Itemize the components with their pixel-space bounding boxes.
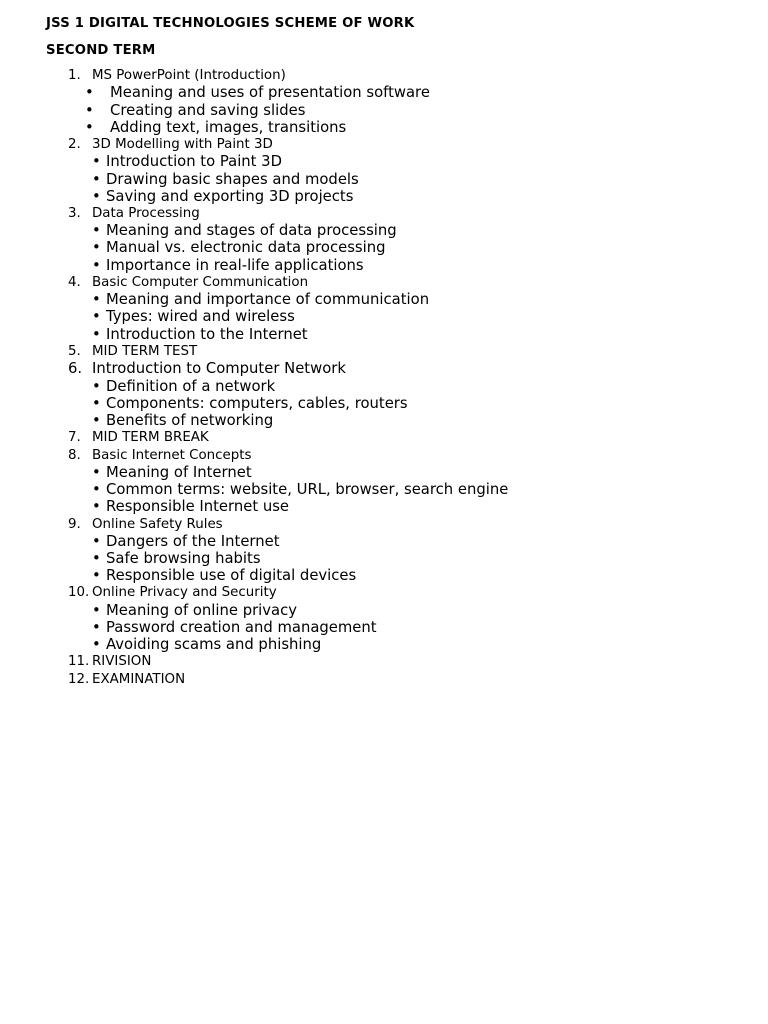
bullet-icon: • [92,222,101,240]
topic-number: 3. [68,205,81,221]
subtopic-text: Introduction to the Internet [106,325,308,343]
bullet-icon: • [92,619,101,637]
bullet-icon: • [92,153,101,171]
topic-label: EXAMINATION [92,671,186,687]
subtopic-text: Avoiding scams and phishing [106,636,322,654]
bullet-icon: • [92,377,101,395]
topic-number: 5. [68,343,81,359]
subtopic-text: Password creation and management [106,619,377,637]
topic-label: Basic Internet Concepts [92,447,252,463]
topic-number: 9. [68,516,81,532]
subtopic-text: Adding text, images, transitions [110,118,347,136]
subtopic-text: Responsible use of digital devices [106,567,357,585]
topic-number: 4. [68,274,81,290]
bullet-icon: • [92,256,101,274]
subtopic-text: Common terms: website, URL, browser, search engine [106,481,509,499]
bullet-icon: • [92,636,101,654]
subtopic-text: Importance in real-life applications [106,256,364,274]
topic-label: Basic Computer Communication [92,274,309,290]
subtopic-text: Meaning of Internet [106,463,252,481]
topic-number: 7. [68,430,81,446]
bullet-icon: • [85,118,94,136]
subtopic-text: Meaning of online privacy [106,601,298,619]
subtopic-text: Dangers of the Internet [106,532,280,550]
subtopic-text: Benefits of networking [106,411,274,429]
bullet-icon: • [92,532,101,550]
topic-number: 10. [68,585,90,601]
subtopic-text: Meaning and importance of communication [106,291,430,309]
bullet-icon: • [92,411,101,429]
topic-label: RIVISION [92,654,152,670]
topic-number: 8. [68,447,81,463]
topic-number: 1. [68,68,81,83]
bullet-icon: • [92,567,101,585]
bullet-icon: • [92,498,101,516]
topic-number: 6. [68,360,83,378]
subtopic-text: Introduction to Paint 3D [106,153,282,171]
bullet-icon: • [92,308,101,326]
bullet-icon: • [92,550,101,568]
bullet-icon: • [85,101,94,119]
term-heading: SECOND TERM [46,43,156,58]
topic-label: MID TERM BREAK [92,430,209,446]
topic-label: 3D Modelling with Paint 3D [92,136,273,152]
topic-label: Online Privacy and Security [92,585,277,601]
subtopic-text: Types: wired and wireless [106,308,295,326]
subtopic-text: Meaning and stages of data processing [106,222,397,240]
topic-label: MID TERM TEST [92,343,198,359]
document-title: JSS 1 DIGITAL TECHNOLOGIES SCHEME OF WORK [46,16,415,31]
subtopic-text: Meaning and uses of presentation software [110,84,430,102]
subtopic-text: Creating and saving slides [110,101,306,119]
bullet-icon: • [92,394,101,412]
bullet-icon: • [92,187,101,205]
bullet-icon: • [92,325,101,343]
bullet-icon: • [92,239,101,257]
bullet-icon: • [92,291,101,309]
subtopic-text: Saving and exporting 3D projects [106,187,354,205]
bullet-icon: • [92,463,101,481]
topic-number: 11. [68,654,90,670]
subtopic-text: Responsible Internet use [106,498,290,516]
topic-number: 12. [68,671,90,687]
topic-label: Online Safety Rules [92,516,223,532]
subtopic-text: Safe browsing habits [106,550,261,568]
topic-number: 2. [68,136,81,152]
topic-label: MS PowerPoint (Introduction) [92,68,286,83]
bullet-icon: • [92,481,101,499]
subtopic-text: Drawing basic shapes and models [106,170,359,188]
bullet-icon: • [85,84,94,102]
subtopic-text: Components: computers, cables, routers [106,394,408,412]
topic-label: Introduction to Computer Network [92,360,346,378]
bullet-icon: • [92,170,101,188]
subtopic-text: Definition of a network [106,377,276,395]
bullet-icon: • [92,601,101,619]
topic-label: Data Processing [92,205,200,221]
subtopic-text: Manual vs. electronic data processing [106,239,386,257]
